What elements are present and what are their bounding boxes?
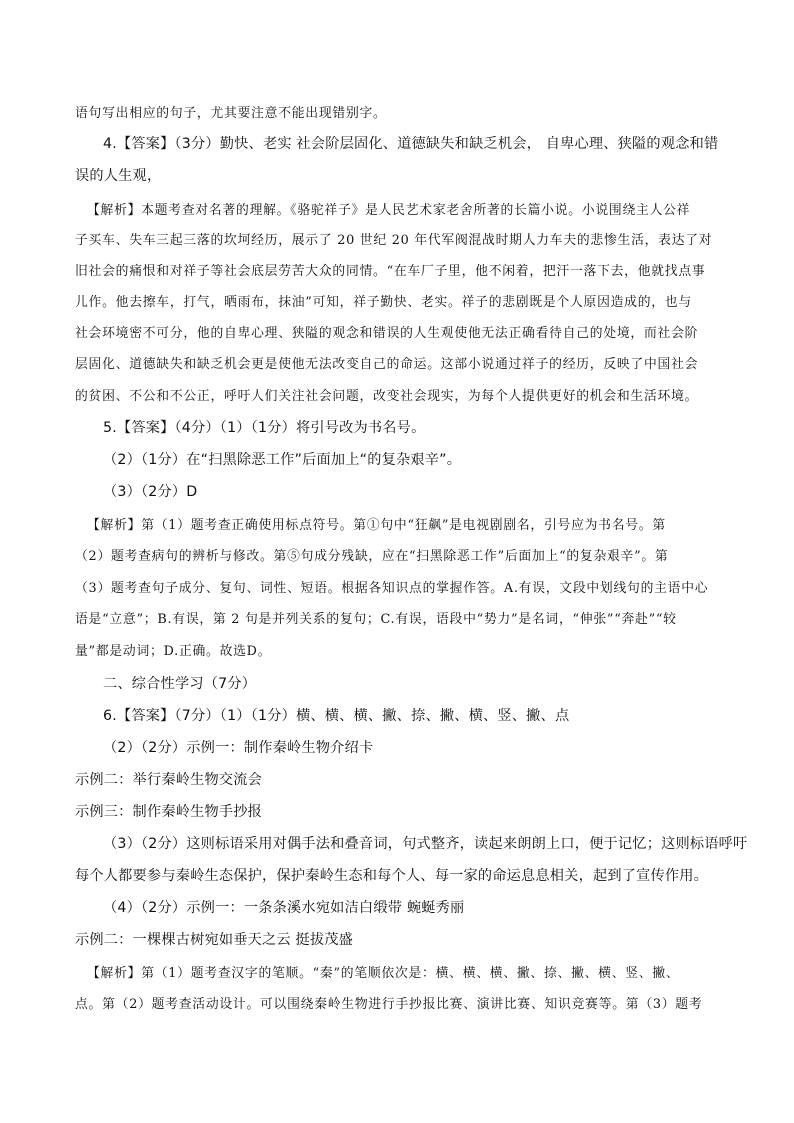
text-line: （3）（2分）D (103, 484, 198, 500)
explanation-5-start: 【解析】第（1）题考查正确使用标点符号。第①句中“狂飙”是电视剧剧名，引号应为书名号。第 (87, 518, 666, 533)
section-heading: 二、综合性学习（7分） (103, 676, 257, 692)
text-line: 旧社会的痛恨和对祥子等社会底层劳苦大众的同情。“在车厂子里，他不闲着，把汗一落下去，他就找点事 (75, 264, 706, 279)
text-line: （2）（1分）在“扫黑除恶工作”后面加上“的复杂艰辛”。 (103, 452, 462, 468)
text-line: 语句写出相应的句子，尤其要注意不能出现错别字。 (75, 106, 387, 121)
text-line: 点。第（2）题考查活动设计。可以围绕秦岭生物进行手抄报比赛、演讲比赛、知识竞赛等。第（3）题考 (75, 997, 703, 1012)
text-line: 的贫困、不公和不公正，呼吁人们关注社会问题，改变社会现实，为每个人提供更好的机会和生活环境。 (75, 389, 699, 404)
text-line: （2）题考查病句的辨析与修改。第⑤句成分残缺，应在“扫黑除恶工作”后面加上“的复杂艰辛”。第 (75, 549, 669, 564)
text-line: 层固化、道德缺失和缺乏机会更是使他无法改变自己的命运。这部小说通过祥子的经历，反映了中国社会 (75, 357, 699, 372)
text-line: 社会环境密不可分，他的自卑心理、狭隘的观念和错误的人生观使他无法正确看待自己的处境，而社会阶 (75, 326, 699, 341)
text-line: 示例二：举行秦岭生物交流会 (75, 772, 263, 788)
text-line: 儿作。他去擦车，打气，晒雨布，抹油”可知，祥子勤快、老实。祥子的悲剧既是个人原因造成的，也与 (75, 295, 692, 310)
text-line: 语是“立意”；B.有误，第 2 句是并列关系的复句；C.有误，语段中“势力”是名词，“伸张”“奔赴”“较 (75, 612, 677, 627)
text-line: （4）（2分）示例一：一条条溪水宛如洁白缎带 蜿蜒秀丽 (103, 900, 465, 916)
answer-5-heading: 5.【答案】（4分）（1）（1分）将引号改为书名号。 (103, 420, 426, 436)
answer-6-heading: 6.【答案】（7分）（1）（1分）横、横、横、撇、捺、撇、横、竖、撇、点 (103, 708, 570, 724)
answer-4-heading: 4.【答案】（3分）勤快、老实 社会阶层固化、道德缺失和缺乏机会， 自卑心理、狭隘的观念和错 (103, 136, 719, 152)
text-line: （3）题考查句子成分、复句、词性、短语。根据各知识点的掌握作答。A.有误，文段中划线句的主语中心 (75, 581, 709, 596)
text-line: （2）（2分）示例一：制作秦岭生物介绍卡 (103, 740, 374, 756)
text-line: （3）（2分）这则标语采用对偶手法和叠音词，句式整齐，读起来朗朗上口，便于记忆；这则标语呼吁 (103, 836, 748, 852)
explanation-6-start: 【解析】第（1）题考查汉字的笔顺。“秦”的笔顺依次是：横、横、横、撇、捺、撇、横、竖、撇、 (87, 966, 680, 981)
text-line: 示例二：一棵棵古树宛如垂天之云 挺拔茂盛 (75, 932, 354, 948)
text-line: 示例三：制作秦岭生物手抄报 (75, 804, 263, 820)
text-line: 子买车、失车三起三落的坎坷经历，展示了 20 世纪 20 年代军阀混战时期人力车夫的悲惨生活，表达了对 (75, 233, 713, 248)
text-line: 量”都是动词；D.正确。故选D。 (75, 644, 272, 659)
explanation-4-start: 【解析】本题考查对名著的理解。《骆驼祥子》是人民艺术家老舍所著的长篇小说。小说围绕主人公祥 (87, 203, 691, 218)
text-line: 误的人生观， (75, 168, 162, 184)
text-line: 每个人都要参与秦岭生态保护，保护秦岭生态和每个人、每一家的命运息息相关，起到了宣传作用。 (75, 868, 709, 884)
